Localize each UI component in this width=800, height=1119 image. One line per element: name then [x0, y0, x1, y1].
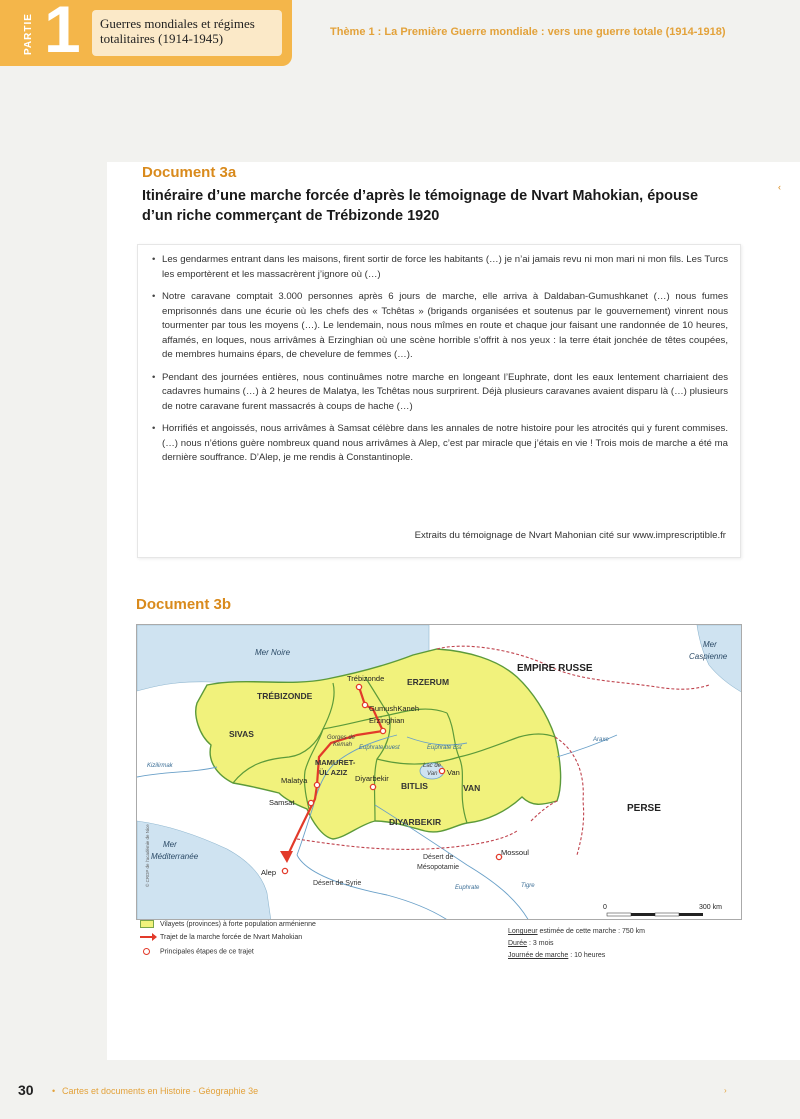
- label-mer-noire: Mer Noire: [255, 648, 291, 657]
- label-gorges-2: Kemah: [333, 742, 353, 748]
- label-city-mossoul: Mossoul: [501, 848, 529, 857]
- theme-line: [330, 26, 726, 38]
- legend-row-vilayets: [140, 920, 316, 928]
- label-lac-2: Van: [427, 771, 438, 777]
- scale-bar-segment: [607, 913, 631, 916]
- label-lac-1: Lac de: [423, 763, 442, 769]
- label-araxe: Araxe: [593, 737, 609, 743]
- label-caspienne-2: Caspienne: [689, 652, 728, 661]
- testimony-paragraph: • Les gendarmes entrant dans les maisons, firent sortir de force les habitants (…) je n’ai jamais revu ni mon mari ni mon fils. Les Turcs les emportèrent et les massacrèrent j’ignore où (…): [152, 253, 728, 282]
- testimony-source: Extraits du témoignage de Nvart Mahonian cité sur www.imprescriptible.fr: [414, 529, 726, 541]
- legend-duree-label: Durée: [508, 940, 528, 947]
- legend-duree-value: : 3 mois: [527, 940, 554, 947]
- label-mediterranee-1: Mer: [163, 840, 177, 849]
- label-mamuret-1: MAMURET-: [315, 758, 356, 767]
- label-desert-meso-2: Mésopotamie: [417, 864, 460, 871]
- legend-arrow-icon: [140, 936, 154, 938]
- label-desert-meso-1: Désert de: [423, 854, 454, 861]
- document-3b-heading: Document 3b: [136, 596, 232, 613]
- legend-etapes-text: Principales étapes de ce trajet: [160, 948, 254, 956]
- legend-longueur-label: Longueur: [508, 928, 538, 935]
- footer-bullet: •: [52, 1086, 56, 1096]
- label-kizilirmak: Kizilirmak: [147, 763, 173, 769]
- stop-van: [439, 768, 444, 773]
- margin-mark: ‹: [778, 182, 781, 192]
- label-euphrate: Euphrate: [455, 885, 480, 891]
- stop-alep: [282, 868, 287, 873]
- partie-title-box: [92, 10, 282, 56]
- map-svg: [137, 625, 742, 920]
- testimony-box: [137, 244, 741, 558]
- stop-erzinghian: [380, 728, 385, 733]
- label-city-samsat: Samsat: [269, 798, 295, 807]
- partie-number: 1: [44, 0, 81, 66]
- document-3a-heading: Document 3a: [142, 164, 237, 181]
- partie-label: PARTIE: [23, 13, 34, 55]
- header-tab: [0, 0, 292, 66]
- legend-row-etapes: [140, 948, 254, 955]
- theme-title: La Première Guerre mondiale : vers une guerre totale (1914-1918): [384, 26, 726, 38]
- testimony-paragraph: • Horrifiés et angoissés, nous arrivâmes à Samsat célèbre dans les annales de notre histoire pour les atrocités qui y furent commises. (…) nous n’étions guère nombreux quand nous arrivâmes à Alep, c’est par miracle que j’étais en vie ! Trois mois de marche a été ma dernière souffrance. D’Alep, je me rendis à Constantinople.: [152, 422, 728, 466]
- document-3a-title: Itinéraire d’une marche forcée d’après le témoignage de Nvart Mahokian, épouse d’un riche commerçant de Trébizonde 1920: [142, 188, 699, 224]
- label-city-van: Van: [447, 768, 460, 777]
- stop-malatya: [314, 782, 319, 787]
- stop-diyarbekir: [370, 784, 375, 789]
- footer-title: Cartes et documents en Histoire - Géographie 3e: [62, 1086, 259, 1096]
- scale-bar-segment: [655, 913, 679, 916]
- legend-vilayets-text: Vilayets (provinces) à forte population arménienne: [160, 920, 316, 928]
- label-mamuret-2: ÜL AZIZ: [319, 768, 348, 777]
- partie-title-line1: Guerres mondiales et régimes: [100, 16, 255, 31]
- label-sivas-vilayet: SIVAS: [229, 729, 254, 739]
- label-tigre: Tigre: [521, 883, 535, 889]
- label-diyarbekir-vilayet: DIYARBEKIR: [389, 817, 442, 827]
- label-gorges-1: Gorges de: [327, 735, 356, 741]
- legend-journee-label: Journée de marche: [508, 952, 569, 959]
- stop-samsat: [308, 800, 313, 805]
- theme-label: Thème 1 :: [330, 26, 382, 38]
- legend-row-longueur: [508, 928, 645, 935]
- label-euphrate-ouest: Euphrate ouest: [359, 745, 400, 751]
- label-van-vilayet: VAN: [463, 783, 481, 793]
- map-legend: [140, 920, 740, 970]
- legend-vilayet-swatch: [140, 920, 154, 928]
- scale-end: 300 km: [699, 904, 722, 911]
- partie-title-line2: totalitaires (1914-1945): [100, 31, 224, 46]
- label-city-malatya: Malatya: [281, 776, 308, 785]
- label-city-trebizonde: Trébizonde: [347, 674, 385, 683]
- legend-row-trajet: [140, 934, 302, 941]
- scale-start: 0: [603, 904, 607, 911]
- label-desert-syrie: Désert de Syrie: [313, 880, 362, 887]
- page-number: 30: [18, 1082, 34, 1098]
- legend-longueur-value: estimée de cette marche : 750 km: [537, 928, 645, 935]
- label-euphrate-est: Euphrate Est: [427, 745, 462, 751]
- map-credit: © CRDP de l’académie de Nice: [145, 824, 150, 887]
- testimony-paragraph: • Notre caravane comptait 3.000 personnes après 6 jours de marche, elle arriva à Daldaban-Gumushkanet (…) nous fumes emprisonnés dans une écurie où les chefs des « Tchêtas » (brigands organisées et soutenus par le gouvernement) vinrent nous tourmenter par tous les moyens (…). Le lendemain, nous nous mîmes en route et chaque jour faisant une randonnée de 10 heures, affamés, en loques, nous arrivâmes à Erzinghian où une scène horrible s’offrit à nos yeux : la terre était jonchée de têtes coupées, de membres humains épars, de chevelure de femmes (…).: [152, 290, 728, 363]
- legend-row-journee: [508, 952, 605, 959]
- label-mediterranee-2: Méditerranée: [151, 852, 199, 861]
- label-perse: PERSE: [627, 803, 661, 814]
- label-caspienne-1: Mer: [703, 640, 717, 649]
- footer-mark: ›: [724, 1086, 727, 1095]
- label-erzerum-vilayet: ERZERUM: [407, 677, 450, 687]
- legend-row-duree: [508, 940, 554, 947]
- label-city-alep: Alep: [261, 868, 277, 877]
- stop-trebizonde: [356, 684, 361, 689]
- legend-journee-value: : 10 heures: [568, 952, 606, 959]
- testimony-paragraph: • Pendant des journées entières, nous continuâmes notre marche en longeant l’Euphrate, dont les eaux lentement charriaient des cadavres humains (…) à 2 heures de Malatya, les Tchêtas nous surprirent. Déjà plusieurs caravanes avaient disparu là (…) plusieurs de notre caravane furent massacrés à coups de hache (…): [152, 371, 728, 415]
- legend-trajet-text: Trajet de la marche forcée de Nvart Mahokian: [160, 934, 303, 941]
- label-trebizonde-vilayet: TRÉBIZONDE: [257, 691, 313, 701]
- label-empire-russe: EMPIRE RUSSE: [517, 663, 593, 674]
- stop-gumushkaneh: [362, 702, 367, 707]
- label-bitlis-vilayet: BITLIS: [401, 781, 428, 791]
- label-city-gumushkaneh: GumushKaneh: [369, 704, 420, 713]
- legend-stop-icon: [143, 948, 150, 955]
- label-city-diyarbekir: Diyarbekir: [355, 774, 389, 783]
- label-city-erzinghian: Erzinghian: [369, 716, 405, 725]
- historical-map: [136, 624, 742, 920]
